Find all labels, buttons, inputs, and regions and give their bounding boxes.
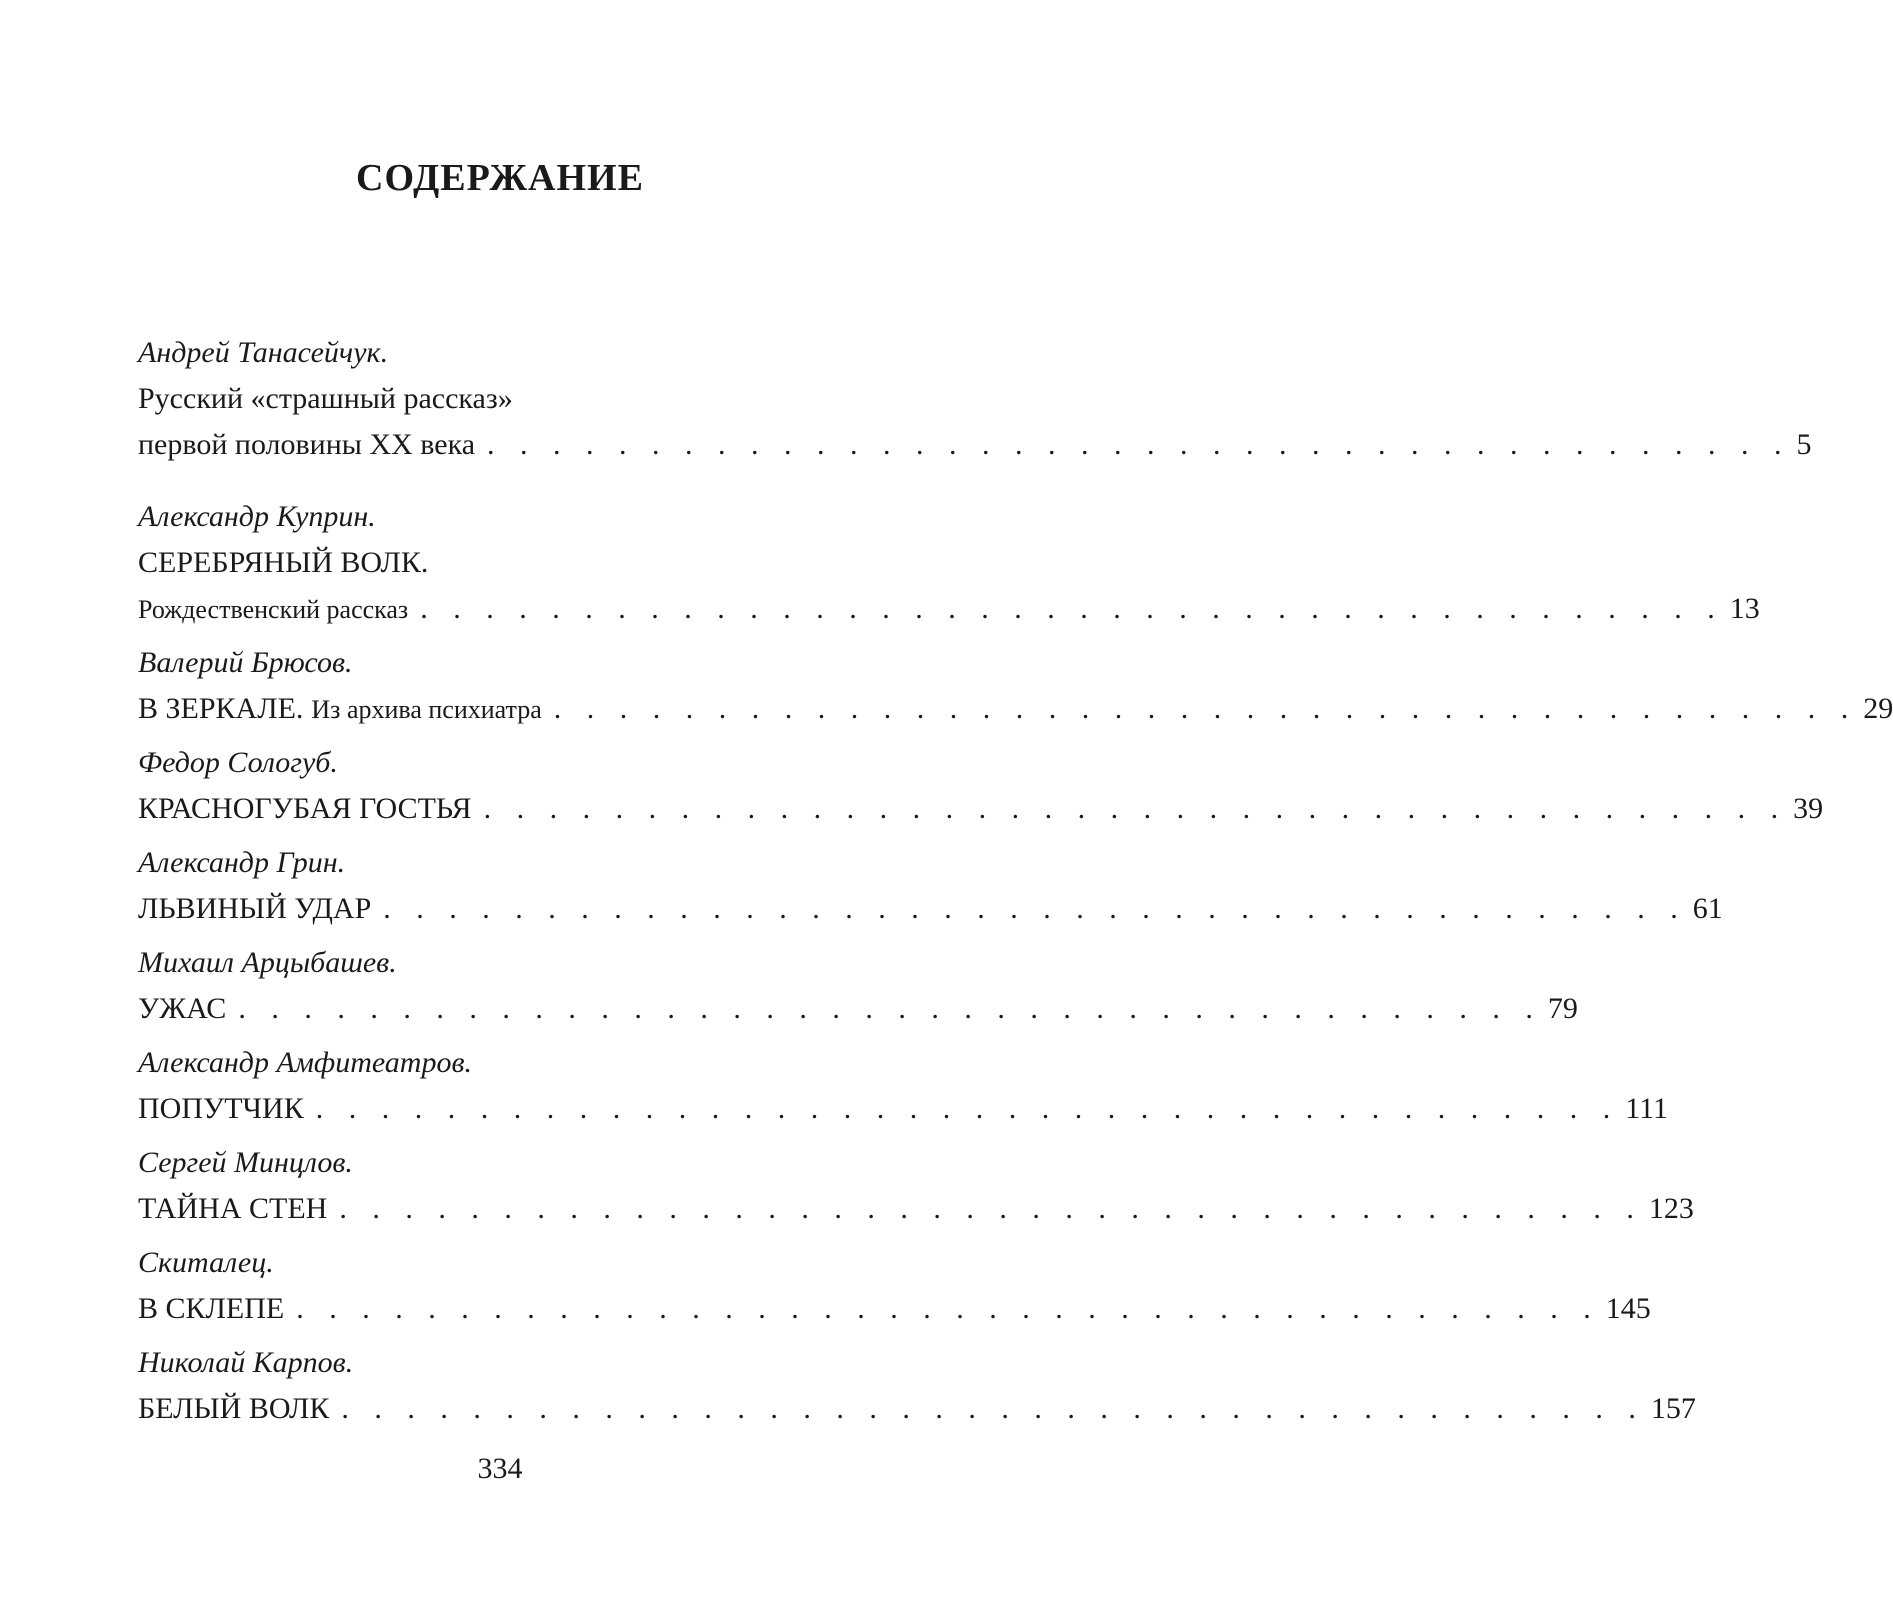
toc-page-number: 79: [1547, 992, 1578, 1025]
toc-subtitle: Из архива психиатра: [311, 695, 542, 724]
toc-author: Федор Сологуб.: [138, 746, 338, 779]
toc-title: БЕЛЫЙ ВОЛК: [138, 1392, 330, 1425]
toc-title: ПОПУТЧИК: [138, 1092, 304, 1125]
toc-author: Андрей Танасейчук.: [138, 336, 389, 369]
toc-page-number: 123: [1648, 1192, 1694, 1225]
page-title: СОДЕРЖАНИЕ: [356, 157, 644, 199]
toc-author: Валерий Брюсов.: [138, 646, 353, 679]
toc-author: Александр Амфитеатров.: [138, 1046, 472, 1079]
toc-entry: [138, 330, 1812, 468]
toc-author: Сергей Минцлов.: [138, 1146, 353, 1179]
toc-entry: [138, 1040, 1669, 1132]
toc-page-number: 111: [1625, 1092, 1669, 1125]
toc-page-number: 29: [1863, 692, 1893, 725]
page-number: 334: [477, 1452, 523, 1485]
toc-leader-line: [138, 886, 1723, 932]
toc-entry: [138, 1140, 1694, 1232]
toc-page-number: 145: [1605, 1292, 1651, 1325]
toc-page-number: 5: [1796, 428, 1812, 461]
toc-title: КРАСНОГУБАЯ ГОСТЬЯ: [138, 792, 472, 825]
toc-title-line: СЕРЕБРЯНЫЙ ВОЛК.: [138, 546, 429, 579]
toc-leader-line: [138, 1386, 1696, 1432]
toc-title: В СКЛЕПЕ: [138, 1292, 285, 1325]
toc-dot-leader: . . . . . . . . . . . . . . . . . . . . . . . . . . . . . . . . . . . . . . . .: [487, 428, 1791, 461]
toc-dot-leader: . . . . . . . . . . . . . . . . . . . . . . . . . . . . . . . . . . . . . . . .: [339, 1192, 1643, 1225]
toc-page-number: 13: [1729, 592, 1760, 625]
toc-entry: [138, 1340, 1696, 1432]
toc-title: В ЗЕРКАЛЕ.: [138, 692, 304, 725]
toc-entry: [138, 1240, 1651, 1332]
toc-dot-leader: . . . . . . . . . . . . . . . . . . . . . . . . . . . . . . . . . . . . . . . .: [238, 992, 1542, 1025]
toc-entry: [138, 740, 1824, 832]
toc-author: Александр Куприн.: [138, 500, 376, 533]
table-of-contents: [138, 330, 1893, 1432]
toc-author: Михаил Арцыбашев.: [138, 946, 397, 979]
toc-page-number: 39: [1793, 792, 1824, 825]
toc-leader-line: [138, 786, 1824, 832]
toc-title: ЛЬВИНЫЙ УДАР: [138, 892, 372, 925]
toc-entry: [138, 840, 1723, 932]
toc-dot-leader: . . . . . . . . . . . . . . . . . . . . . . . . . . . . . . . . . . . . . . . .: [383, 892, 1687, 925]
toc-author: Скиталец.: [138, 1246, 274, 1279]
toc-leader-line: [138, 986, 1578, 1032]
toc-dot-leader: . . . . . . . . . . . . . . . . . . . . . . . . . . . . . . . . . . . . . . . .: [341, 1392, 1645, 1425]
toc-title: первой половины XX века: [138, 428, 476, 461]
toc-page-number: 61: [1692, 892, 1723, 925]
toc-entry: [138, 640, 1893, 732]
toc-leader-line: [138, 1186, 1694, 1232]
toc-title-line: Русский «страшный рассказ»: [138, 382, 513, 415]
toc-leader-line: [138, 1286, 1651, 1332]
toc-page-number: 157: [1650, 1392, 1696, 1425]
toc-leader-line: [138, 1086, 1669, 1132]
toc-dot-leader: . . . . . . . . . . . . . . . . . . . . . . . . . . . . . . . . . . . . . . . .: [483, 792, 1788, 825]
toc-dot-leader: . . . . . . . . . . . . . . . . . . . . . . . . . . . . . . . . . . . . . . . .: [315, 1092, 1620, 1125]
toc-title: УЖАС: [138, 992, 227, 1025]
toc-subtitle: Рождественский рассказ: [138, 595, 409, 624]
toc-leader-line: [138, 422, 1812, 468]
toc-dot-leader: . . . . . . . . . . . . . . . . . . . . . . . . . . . . . . . . . . . . . . . .: [296, 1292, 1600, 1325]
toc-entry: [138, 494, 1760, 632]
toc-title: ТАЙНА СТЕН: [138, 1192, 328, 1225]
toc-author: Николай Карпов.: [138, 1346, 354, 1379]
toc-dot-leader: . . . . . . . . . . . . . . . . . . . . . . . . . . . . . . . . . . . . . . . .: [420, 592, 1724, 625]
toc-leader-line: [138, 686, 1893, 732]
toc-entry: [138, 940, 1578, 1032]
toc-author: Александр Грин.: [138, 846, 346, 879]
toc-leader-line: [138, 586, 1760, 632]
toc-dot-leader: . . . . . . . . . . . . . . . . . . . . . . . . . . . . . . . . . . . . . . . .: [553, 692, 1858, 725]
